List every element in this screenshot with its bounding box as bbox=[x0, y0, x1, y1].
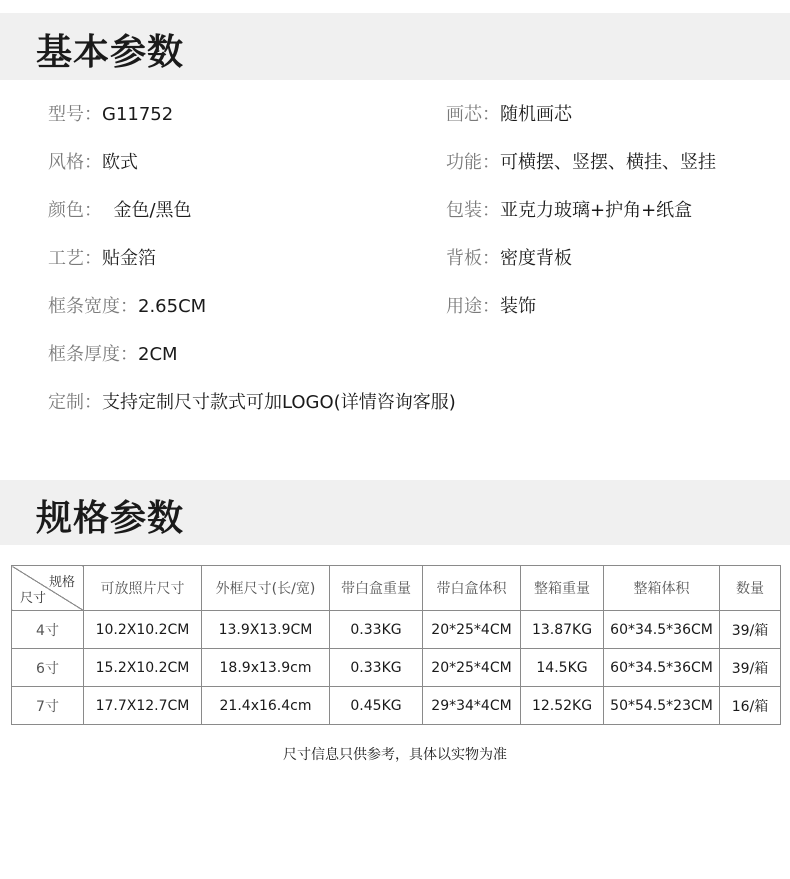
param-label: 包装： bbox=[446, 200, 500, 221]
param-customize bbox=[48, 388, 456, 414]
table-cell: 18.9x13.9cm bbox=[202, 649, 330, 687]
table-cell: 0.33KG bbox=[330, 611, 423, 649]
param-label: 框条宽度： bbox=[48, 296, 138, 317]
param-label: 工艺： bbox=[48, 248, 102, 269]
param-value: 随机画芯 bbox=[500, 104, 572, 125]
table-cell: 0.33KG bbox=[330, 649, 423, 687]
column-header: 外框尺寸(长/宽) bbox=[202, 566, 330, 611]
spec-table-corner-cell bbox=[12, 566, 84, 611]
param-label: 风格： bbox=[48, 152, 102, 173]
param-style bbox=[48, 148, 138, 174]
param-painting-core bbox=[446, 100, 572, 126]
param-craft bbox=[48, 244, 156, 270]
table-cell: 15.2X10.2CM bbox=[84, 649, 202, 687]
table-cell: 16/箱 bbox=[720, 687, 781, 725]
table-cell: 17.7X12.7CM bbox=[84, 687, 202, 725]
param-value: 可横摆、竖摆、横挂、竖挂 bbox=[500, 152, 716, 173]
param-function bbox=[446, 148, 716, 174]
table-cell: 50*54.5*23CM bbox=[604, 687, 720, 725]
param-value: 2CM bbox=[138, 344, 178, 365]
basic-params-header bbox=[0, 13, 790, 80]
table-cell: 14.5KG bbox=[521, 649, 604, 687]
table-cell: 39/箱 bbox=[720, 611, 781, 649]
table-cell: 13.9X13.9CM bbox=[202, 611, 330, 649]
param-frame-thickness bbox=[48, 340, 178, 366]
corner-label-size: 尺寸 bbox=[20, 591, 47, 606]
corner-label-spec: 规格 bbox=[48, 575, 75, 590]
param-label: 功能： bbox=[446, 152, 500, 173]
row-size-label: 4寸 bbox=[12, 611, 84, 649]
size-disclaimer-note: 尺寸信息只供参考，具体以实物为准 bbox=[283, 747, 507, 763]
column-header: 可放照片尺寸 bbox=[84, 566, 202, 611]
param-value: 欧式 bbox=[102, 152, 138, 173]
column-header: 数量 bbox=[720, 566, 781, 611]
spec-params-title: 规格参数 bbox=[36, 498, 185, 539]
param-color bbox=[48, 196, 192, 222]
param-model bbox=[48, 100, 173, 126]
param-value: 装饰 bbox=[500, 296, 536, 317]
table-row bbox=[12, 649, 781, 687]
param-label: 画芯： bbox=[446, 104, 500, 125]
spec-table-header-row bbox=[12, 566, 781, 611]
param-value: 密度背板 bbox=[500, 248, 572, 269]
param-label: 用途： bbox=[446, 296, 500, 317]
table-cell: 60*34.5*36CM bbox=[604, 649, 720, 687]
column-header: 带白盒重量 bbox=[330, 566, 423, 611]
table-cell: 20*25*4CM bbox=[423, 611, 521, 649]
table-cell: 39/箱 bbox=[720, 649, 781, 687]
param-usage bbox=[446, 292, 536, 318]
param-value: 亚克力玻璃+护角+纸盒 bbox=[500, 200, 693, 221]
table-cell: 12.52KG bbox=[521, 687, 604, 725]
column-header: 带白盒体积 bbox=[423, 566, 521, 611]
column-header: 整箱体积 bbox=[604, 566, 720, 611]
table-cell: 29*34*4CM bbox=[423, 687, 521, 725]
param-value: G11752 bbox=[102, 104, 174, 125]
param-value: 支持定制尺寸款式可加LOGO(详情咨询客服) bbox=[102, 392, 456, 413]
table-cell: 21.4x16.4cm bbox=[202, 687, 330, 725]
row-size-label: 6寸 bbox=[12, 649, 84, 687]
spec-table bbox=[11, 565, 781, 725]
table-row bbox=[12, 611, 781, 649]
column-header: 整箱重量 bbox=[521, 566, 604, 611]
table-cell: 0.45KG bbox=[330, 687, 423, 725]
param-value: 金色/黑色 bbox=[102, 200, 192, 221]
table-cell: 13.87KG bbox=[521, 611, 604, 649]
table-row bbox=[12, 687, 781, 725]
param-label: 型号： bbox=[48, 104, 102, 125]
spec-params-header bbox=[0, 480, 790, 545]
param-value: 贴金箔 bbox=[102, 248, 156, 269]
param-label: 框条厚度： bbox=[48, 344, 138, 365]
param-backboard bbox=[446, 244, 572, 270]
param-label: 定制： bbox=[48, 392, 102, 413]
param-label: 颜色： bbox=[48, 200, 102, 221]
basic-params-title: 基本参数 bbox=[36, 32, 185, 73]
row-size-label: 7寸 bbox=[12, 687, 84, 725]
table-cell: 20*25*4CM bbox=[423, 649, 521, 687]
table-cell: 60*34.5*36CM bbox=[604, 611, 720, 649]
param-label: 背板： bbox=[446, 248, 500, 269]
param-value: 2.65CM bbox=[138, 296, 207, 317]
param-frame-width bbox=[48, 292, 206, 318]
table-cell: 10.2X10.2CM bbox=[84, 611, 202, 649]
param-packaging bbox=[446, 196, 692, 222]
